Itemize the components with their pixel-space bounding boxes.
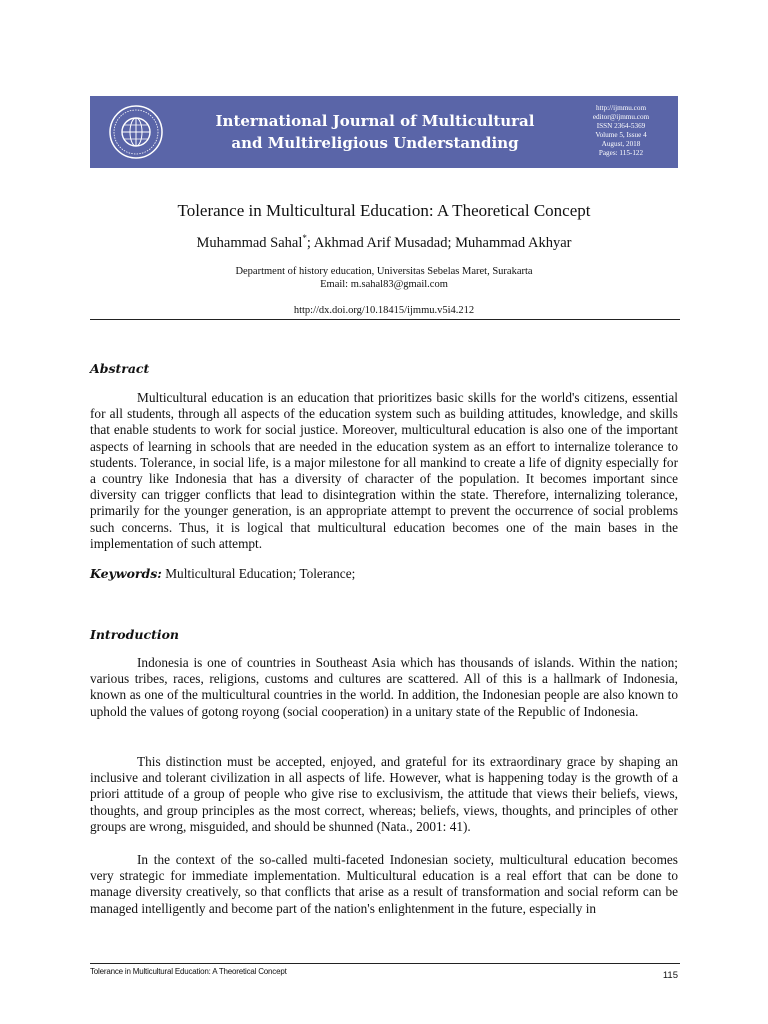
- authors-rest: ; Akhmad Arif Musadad; Muhammad Akhyar: [306, 234, 572, 251]
- journal-date: August, 2018: [601, 140, 641, 149]
- abstract-text: Multicultural education is an education that prioritizes basic skills for the world's citizens, essential for all students, through all aspects of the education system such as building attitudes, knowledge, and skills that enable students to work for social justice. Moreover, multicultural education is also one of the important aspects of learning in schools that are needed in the education system as an effort to internalize tolerance to students. Tolerance, in social life, is a major milestone for all mankind to create a life of dignity especially for a country like Indonesia that has a diversity of character of the population. It becomes important since diversity can trigger conflicts that lead to disintegration within the state. Therefore, internalizing tolerance, primarily for the younger generation, is an appropriate attempt to prevent the occurrence of social problems such concerns. Thus, it is logical that multicultural education becomes one of the main bases in the implementation of such attempt.: [90, 390, 678, 551]
- paper-title: Tolerance in Multicultural Education: A Theoretical Concept: [177, 201, 591, 220]
- journal-title-line1: International Journal of Multicultural: [215, 112, 535, 130]
- corresponding-mark: *: [302, 233, 307, 243]
- author-first: Muhammad Sahal: [196, 234, 303, 251]
- keywords-text: Multicultural Education; Tolerance;: [165, 566, 356, 581]
- journal-volume: Volume 5, Issue 4: [595, 131, 647, 140]
- doi-link[interactable]: http://dx.doi.org/10.18415/ijmmu.v5i4.212: [293, 305, 475, 316]
- journal-email[interactable]: editor@ijmmu.com: [592, 113, 650, 122]
- keywords-label: Keywords:: [90, 566, 162, 581]
- affiliation: Department of history education, Universitas Sebelas Maret, Surakarta: [235, 266, 533, 277]
- keywords: [90, 566, 678, 582]
- intro-paragraph-2: This distinction must be accepted, enjoyed, and grateful for its extraordinary grace by shaping an inclusive and tolerant civilization in all aspects of life. However, what is happening today is the growth of a priori attitude of a group of people who give rise to exclusivism, the attitude that views their beliefs, views, thoughts, and group principles as the most correct, whereas; beliefs, views, thoughts, and principles of other groups are wrong, misguided, and should be shunned (Nata., 2001: 41).: [90, 754, 678, 834]
- journal-title-line2: and Multireligious Understanding: [231, 134, 519, 152]
- abstract-heading: Abstract: [90, 361, 150, 376]
- footer-running-title: Tolerance in Multicultural Education: A Theoretical Concept: [90, 967, 287, 976]
- page-number: 115: [662, 970, 678, 981]
- footer-divider: [90, 963, 680, 964]
- journal-url[interactable]: http://ijmmu.com: [595, 104, 647, 112]
- journal-banner: [90, 96, 678, 168]
- journal-issn: ISSN 2364-5369: [596, 122, 646, 131]
- introduction-heading: Introduction: [90, 627, 180, 642]
- journal-pages: Pages: 115-122: [598, 149, 644, 158]
- globe-logo-icon: [108, 104, 164, 160]
- header-divider: [90, 319, 680, 320]
- journal-meta: [578, 104, 664, 159]
- intro-paragraph-3: In the context of the so-called multi-faceted Indonesian society, multicultural education becomes very strategic for immediate implementation. Multicultural education is a real effort that can be done to manage diversity creatively, so that conflicts that arise as a result of transformation and social reform can be managed intelligently and become part of the nation's enlightenment in the future, especially in: [90, 852, 678, 916]
- journal-title: [210, 110, 540, 154]
- intro-paragraph-1: Indonesia is one of countries in Southeast Asia which has thousands of islands. Within the nation; various tribes, races, religions, customs and cultures are scattered. All of this is a hallmark of Indonesia, known as one of the multicultural countries in the world. In addition, the Indonesian people are also known to uphold the values of gotong royong (social cooperation) in a unitary state of the Republic of Indonesia.: [90, 655, 678, 719]
- author-email[interactable]: Email: m.sahal83@gmail.com: [320, 279, 448, 290]
- authors: [90, 233, 678, 252]
- affiliation-block: [90, 265, 678, 291]
